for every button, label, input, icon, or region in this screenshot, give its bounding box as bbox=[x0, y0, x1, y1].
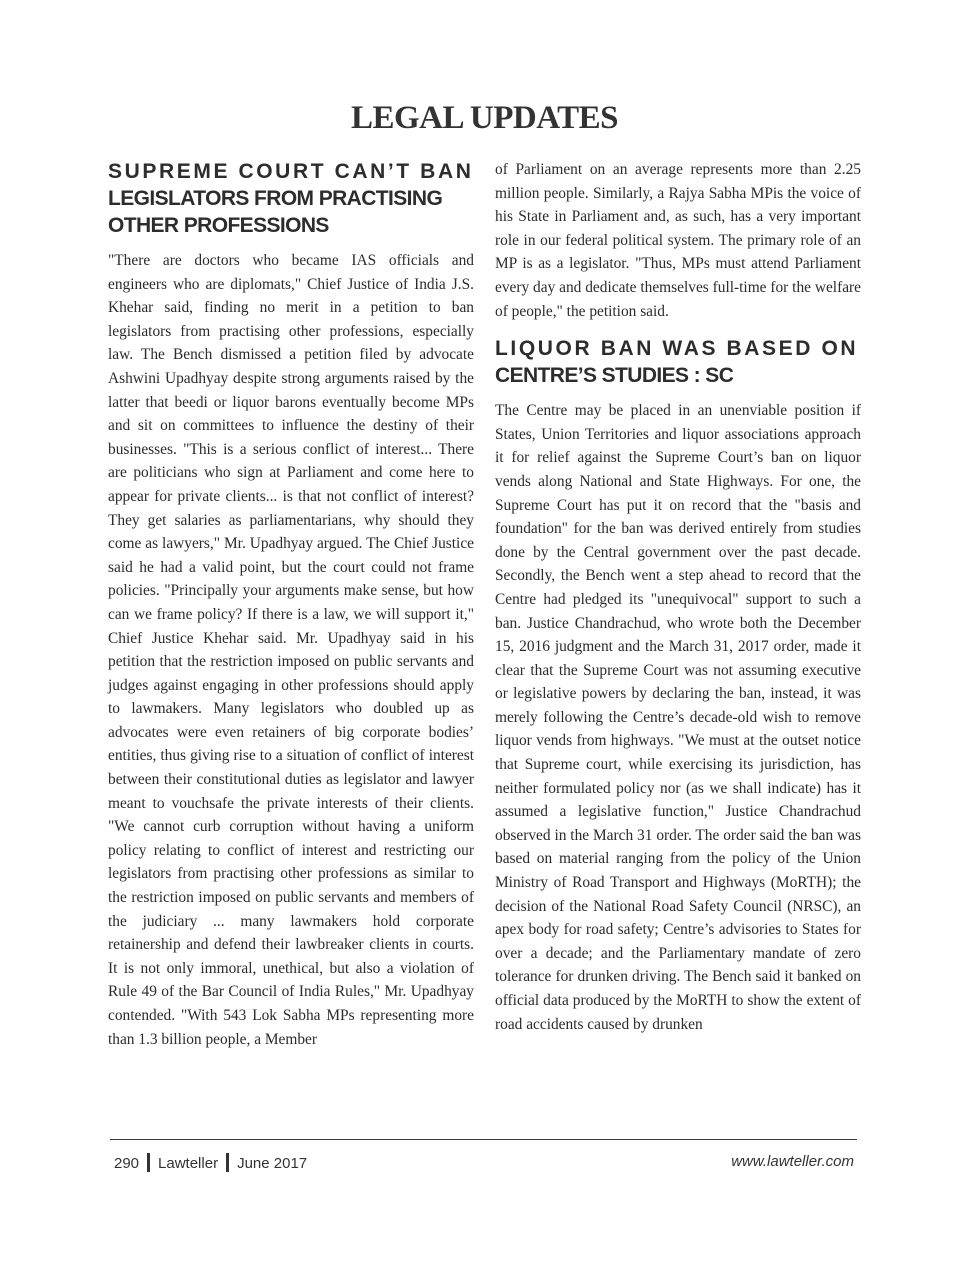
right-column bbox=[495, 158, 861, 1036]
footer-separator bbox=[226, 1153, 229, 1172]
headline-line: SUPREME COURT CAN’T BAN bbox=[108, 160, 474, 183]
headline-line: LIQUOR BAN WAS BASED ON bbox=[495, 337, 859, 361]
page-footer bbox=[114, 1153, 854, 1175]
magazine-name: Lawteller bbox=[158, 1155, 219, 1172]
article-body: "There are doctors who became IAS officials and engineers who are diplomats," Chief Justice of India J.S. Khehar said, finding no merit in a petition to ban legislators from practising other professions, especially law. The Bench dismissed a petition filed by advocate Ashwini Upadhyay despite strong arguments raised by the latter that beedi or liquor barons eventually become MPs and sit on committees to influence the destiny of their businesses. "This is a serious conflict of interest... There are politicians who sign at Parliament and come here to appear for private clients... is that not conflict of interest? They get salaries as parliamentarians, why should they come as lawyers," Mr. Upadhyay argued. The Chief Justice said he had a valid point, but the court could not frame policies. "Principally your arguments make sense, but how can we frame policy? If there is a law, we will support it," Chief Justice Khehar said. Mr. Upadhyay said in his petition that the restriction imposed on public servants and judges against engaging in other professions should apply to lawmakers. Many legislators who doubled up as advocates were even retainers of big corporate bodies’ entities, thus giving rise to a situation of conflict of interest between their constitutional duties as legislator and lawyer meant to vouchsafe the private interests of their clients. "We cannot curb corruption without having a uniform policy relating to conflict of interest and restricting our legislators from practising other professions as similar to the restriction imposed on public servants and members of the judiciary ... many lawmakers hold corporate retainership and defend their lawbreaker clients in courts. It is not only immoral, unethical, but also a violation of Rule 49 of the Bar Council of India Rules," Mr. Upadhyay contended. "With 543 Lok Sabha MPs representing more than 1.3 billion people, a Member bbox=[108, 252, 474, 1048]
article-body-continued: of Parliament on an average represents more than 2.25 million people. Similarly, a Rajya Sabha MPis the voice of his State in Parliament and, as such, has a very important role in our federal political system. The primary role of an MP is as a legislator. "Thus, MPs must attend Parliament every day and dedicate themselves full-time for the welfare of people," the petition said. bbox=[495, 161, 861, 320]
page-number: 290 bbox=[114, 1155, 140, 1172]
headline-line: OTHER PROFESSIONS bbox=[108, 214, 329, 237]
website-link[interactable]: www.lawteller.com bbox=[731, 1153, 854, 1170]
issue-date: June 2017 bbox=[237, 1155, 308, 1172]
article-headline-supreme-court bbox=[108, 158, 474, 239]
headline-line: LEGISLATORS FROM PRACTISING bbox=[108, 187, 443, 210]
footer-separator bbox=[147, 1153, 150, 1172]
article-body: The Centre may be placed in an unenviable position if States, Union Territories and liquor associations approach it for relief against the Supreme Court’s ban on liquor vends along National and State Highways. For one, the Supreme Court has put it on record that the "basis and foundation" for the ban was derived entirely from studies done by the Central government over the past decade. Secondly, the Bench went a step ahead to record that the Centre had pledged its "unequivocal" support to such a ban. Justice Chandrachud, who wrote both the December 15, 2016 judgment and the March 31, 2017 order, made it clear that the Supreme Court was not assuming executive or legislative powers by declaring the ban, instead, it was merely following the Centre’s decade-old wish to remove liquor vends from highways. "We must at the outset notice that Supreme court, while exercising its jurisdiction, has neither formulated policy nor (as we shall indicate) has it assumed a legislative function," Justice Chandrachud observed in the March 31 order. The order said the ban was based on material ranging from the policy of the Union Ministry of Road Transport and Highways (MoRTH); the decision of the National Road Safety Council (NRSC), an apex body for road safety; Centre’s advisories to States for over a decade; and the Parliamentary mandate of zero tolerance for drunken driving. The Bench said it banked on official data produced by the MoRTH to show the extent of road accidents caused by drunken bbox=[495, 402, 861, 1033]
article-headline-liquor-ban bbox=[495, 335, 861, 389]
footer-info bbox=[114, 1153, 307, 1172]
left-column bbox=[108, 158, 474, 1051]
page-title: LEGAL UPDATES bbox=[350, 100, 619, 136]
footer-divider bbox=[110, 1139, 857, 1140]
headline-line: CENTRE’S STUDIES : SC bbox=[495, 364, 734, 388]
